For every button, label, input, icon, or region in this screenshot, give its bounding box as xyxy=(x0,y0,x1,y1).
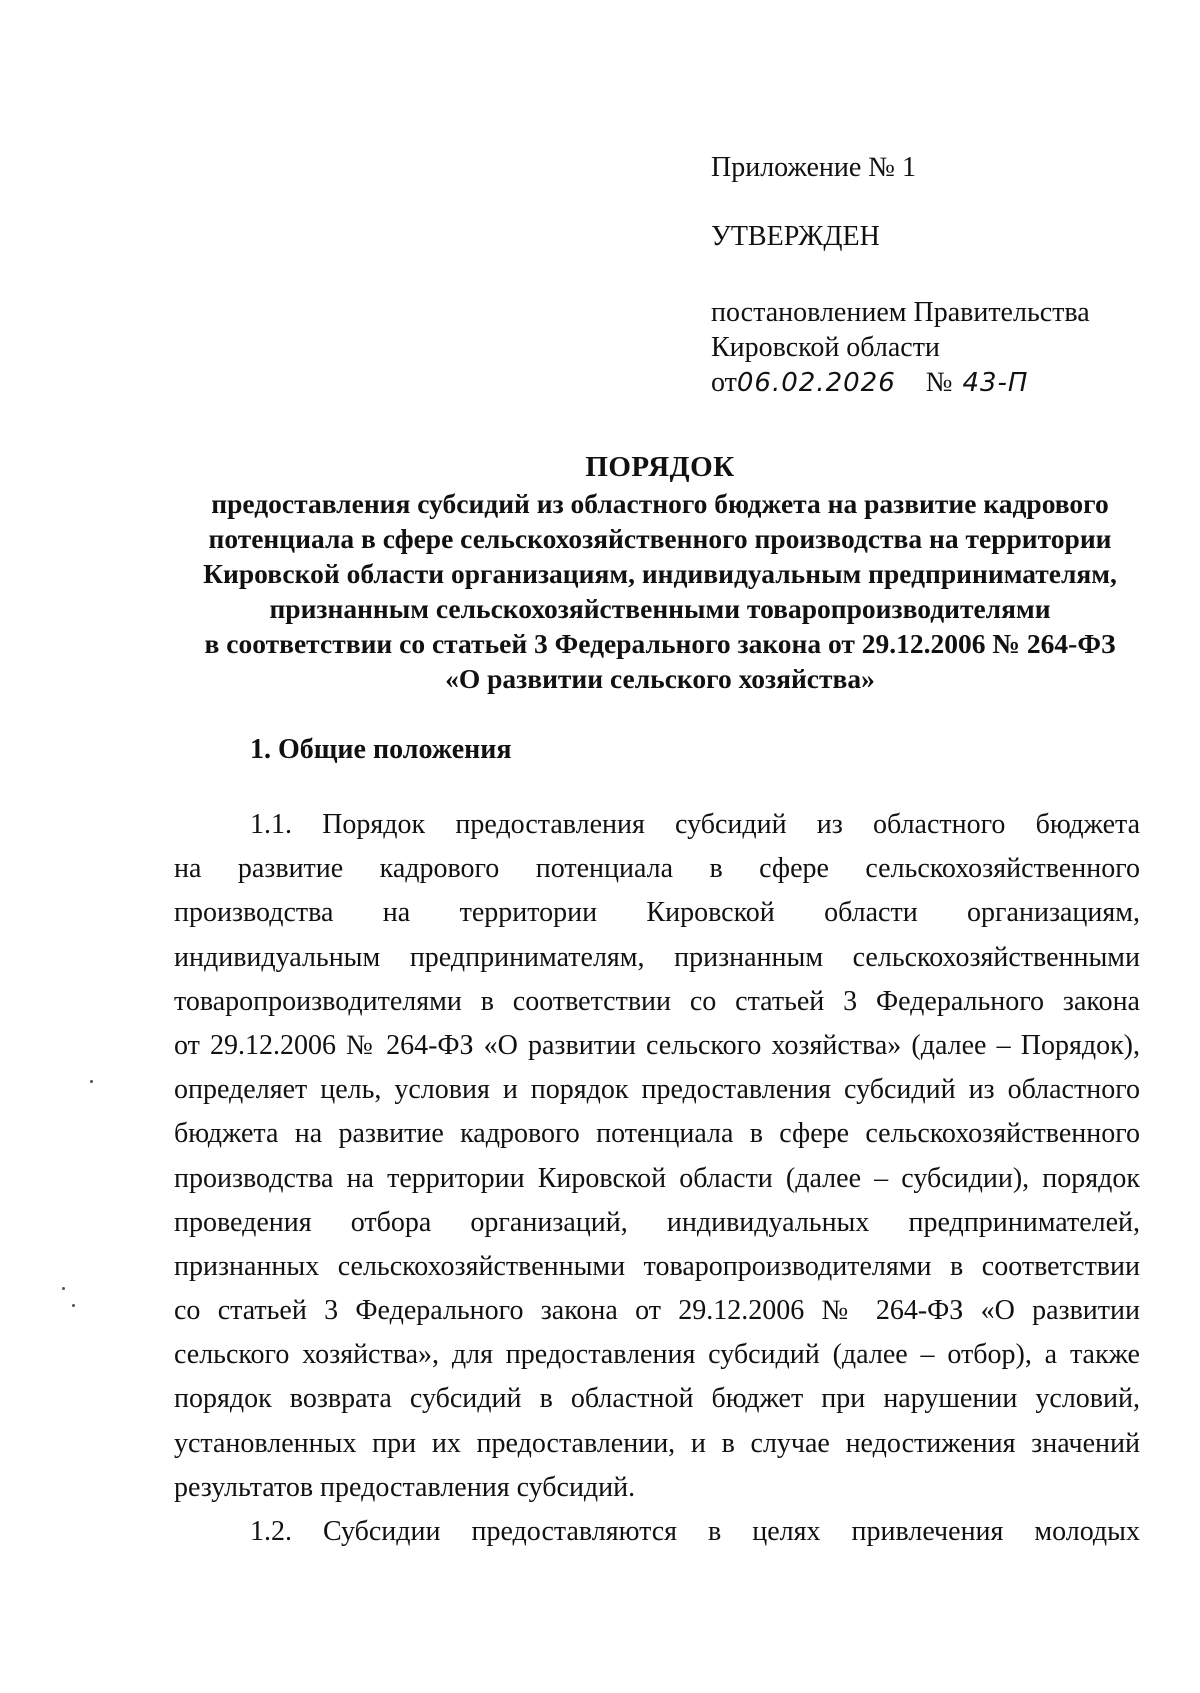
paragraph-line: порядок возврата субсидий в областной бюджет при нарушении условий, xyxy=(174,1383,1140,1415)
paragraph-line: со статьей 3 Федерального закона от 29.12.2006 № 264-ФЗ «О развитии xyxy=(174,1295,1140,1327)
handwritten-number: 43-П xyxy=(962,368,1029,399)
title-line: предоставления субсидий из областного бюджета на развитие кадрового xyxy=(211,488,1109,519)
paragraph-line: товаропроизводителями в соответствии со статьей 3 Федерального закона xyxy=(174,985,1140,1017)
paragraph-line: индивидуальным предпринимателям, признанным сельскохозяйственными xyxy=(174,941,1140,973)
approved-by-line-1: постановлением Правительства xyxy=(711,296,1090,328)
title-line: Кировской области организациям, индивидуальным предпринимателям, xyxy=(203,558,1117,589)
date-prefix: от xyxy=(711,367,737,399)
scan-speck xyxy=(62,1287,65,1290)
title-main: ПОРЯДОК xyxy=(585,451,735,483)
paragraph-line: на развитие кадрового потенциала в сфере сельскохозяйственного xyxy=(174,853,1140,885)
paragraph-line: проведения отбора организаций, индивидуальных предпринимателей, xyxy=(174,1206,1140,1238)
handwritten-date: 06.02.2026 xyxy=(736,368,896,399)
approved-by-line-2: Кировской области xyxy=(711,331,940,363)
scan-speck xyxy=(90,1080,93,1083)
paragraph-line: установленных при их предоставлении, и в случае недостижения значений xyxy=(174,1427,1140,1459)
paragraph-line: от 29.12.2006 № 264-ФЗ «О развитии сельского хозяйства» (далее – Порядок), xyxy=(174,1029,1140,1061)
paragraph-1-1 xyxy=(174,803,1140,1510)
title-line: признанным сельскохозяйственными товаропроизводителями xyxy=(269,593,1051,624)
paragraph-line: 1.1. Порядок предоставления субсидий из областного бюджета xyxy=(250,809,1140,840)
paragraph-line: производства на территории Кировской области (далее – субсидии), порядок xyxy=(174,1162,1140,1194)
scan-speck xyxy=(72,1304,75,1307)
paragraph-line: результатов предоставления субсидий. xyxy=(174,1471,636,1503)
section-heading: 1. Общие положения xyxy=(250,734,512,765)
title-line: потенциала в сфере сельскохозяйственного производства на территории xyxy=(208,523,1112,554)
paragraph-line: определяет цель, условия и порядок предоставления субсидий из областного xyxy=(174,1074,1140,1106)
paragraph-line: 1.2. Субсидии предоставляются в целях привлечения молодых xyxy=(250,1516,1140,1547)
paragraph-line: производства на территории Кировской области организациям, xyxy=(174,897,1140,929)
paragraph-line: признанных сельскохозяйственными товаропроизводителями в соответствии xyxy=(174,1250,1140,1282)
paragraph-line: бюджета на развитие кадрового потенциала в сфере сельскохозяйственного xyxy=(174,1118,1140,1150)
number-sign: № xyxy=(925,367,953,399)
approval-date-line xyxy=(711,365,1151,400)
approval-block xyxy=(711,150,1151,400)
approved-label: УТВЕРЖДЕН xyxy=(711,221,880,253)
document-title xyxy=(130,450,1190,696)
title-line: «О развитии сельского хозяйства» xyxy=(445,663,875,694)
paragraph-1-2 xyxy=(174,1510,1140,1554)
paragraph-line: сельского хозяйства», для предоставления субсидий (далее – отбор), а также xyxy=(174,1339,1140,1371)
appendix-label: Приложение № 1 xyxy=(711,152,916,183)
title-line: в соответствии со статьей 3 Федерального закона от 29.12.2006 № 264-ФЗ xyxy=(204,628,1116,659)
